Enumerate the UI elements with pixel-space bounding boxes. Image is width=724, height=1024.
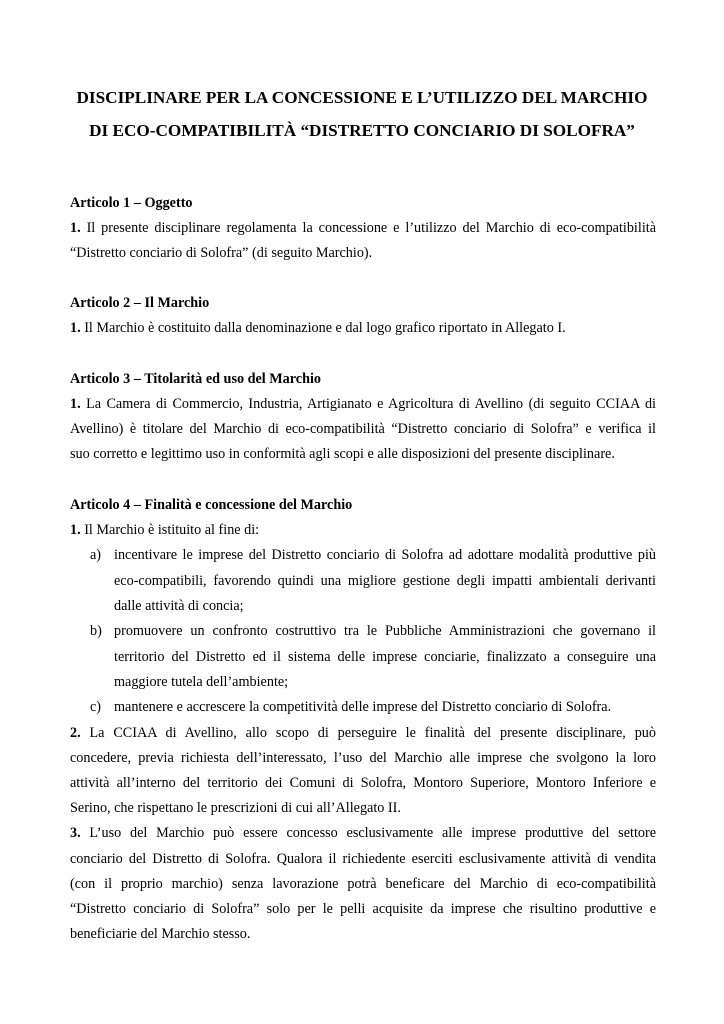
list-item-a-line-2: eco-compatibili, favorendo quindi una migliore gestione degli impatti ambientali derivanti bbox=[114, 573, 656, 589]
article-4-paragraph-3-line-3: (con il proprio marchio) senza lavorazione potrà beneficare del Marchio di eco-compatibilità bbox=[70, 876, 656, 892]
list-item-c-line-1: mantenere e accrescere la competitività delle imprese del Distretto conciario di Solofra. bbox=[114, 699, 612, 715]
article-4-paragraph-2-line-1: 2. La CCIAA di Avellino, allo scopo di perseguire le finalità del presente disciplinare, può bbox=[70, 725, 656, 741]
article-4-paragraph-3-line-2: conciario del Distretto di Solofra. Qualora il richiedente eserciti esclusivamente attività di vendita bbox=[70, 851, 656, 867]
article-4-paragraph-3-line-5: beneficiarie del Marchio stesso. bbox=[70, 926, 251, 942]
document-title-line-1: DISCIPLINARE PER LA CONCESSIONE E L’UTILIZZO DEL MARCHIO bbox=[76, 88, 648, 107]
article-2-paragraph-number: 1. bbox=[70, 320, 81, 336]
list-item-b-marker: b) bbox=[90, 623, 102, 639]
list-item-a-line-3: dalle attività di concia; bbox=[114, 598, 244, 614]
article-4-paragraph-3-line-1: 3. L’uso del Marchio può essere concesso esclusivamente alle imprese produttive del settore bbox=[70, 825, 656, 841]
list-item-b-line-2: territorio del Distretto ed il sistema delle imprese conciarie, finalizzato a conseguire una bbox=[114, 649, 656, 665]
article-1-paragraph-number: 1. bbox=[70, 220, 81, 236]
list-item-b-line-3: maggiore tutela dell’ambiente; bbox=[114, 674, 289, 690]
article-1-paragraph-1-line-1: 1. Il presente disciplinare regolamenta la concessione e l’utilizzo del Marchio di eco-compatibilità bbox=[70, 220, 656, 236]
article-3-paragraph-1-line-1: 1. La Camera di Commercio, Industria, Artigianato e Agricoltura di Avellino (di seguito CCIAA di bbox=[70, 396, 656, 412]
article-4-paragraph-2-line-2: concedere, previa richiesta dell’interessato, l’uso del Marchio alle imprese che svolgono la loro bbox=[70, 750, 656, 766]
list-item-a-marker: a) bbox=[90, 547, 102, 563]
article-2-heading: Articolo 2 – Il Marchio bbox=[70, 295, 210, 311]
list-item-c-marker: c) bbox=[90, 699, 102, 715]
article-4-heading: Articolo 4 – Finalità e concessione del Marchio bbox=[70, 497, 353, 513]
article-4-paragraph-3-number: 3. bbox=[70, 825, 81, 841]
article-4-paragraph-number: 1. bbox=[70, 522, 81, 538]
article-3-paragraph-1-line-2: Avellino) è titolare del Marchio di eco-compatibilità “Distretto conciario di Solofra” e verifica il bbox=[70, 421, 656, 437]
article-4-paragraph-1-line-1: 1. Il Marchio è istituito al fine di: bbox=[70, 522, 260, 538]
article-3-paragraph-number: 1. bbox=[70, 396, 81, 412]
list-item-b-line-1: promuovere un confronto costruttivo tra le Pubbliche Amministrazioni che governano il bbox=[114, 623, 656, 639]
article-1-heading: Articolo 1 – Oggetto bbox=[70, 195, 193, 211]
article-4-paragraph-2-line-4: Serino, che rispettano le prescrizioni di cui all’Allegato II. bbox=[70, 800, 401, 816]
article-4-paragraph-2-number: 2. bbox=[70, 725, 81, 741]
article-4-paragraph-2-line-3: attività all’interno del territorio dei Comuni di Solofra, Montoro Superiore, Montoro Inferiore e bbox=[70, 775, 656, 791]
list-item-a-line-1: incentivare le imprese del Distretto conciario di Solofra ad adottare modalità produttive più bbox=[114, 547, 656, 563]
article-4-paragraph-3-line-4: “Distretto conciario di Solofra” solo per le pelli acquisite da imprese che risultino produttive e bbox=[70, 901, 656, 917]
article-2-paragraph-1-line-1: 1. Il Marchio è costituito dalla denominazione e dal logo grafico riportato in Allegato I. bbox=[70, 320, 566, 336]
article-1-paragraph-1-line-2: “Distretto conciario di Solofra” (di seguito Marchio). bbox=[70, 245, 373, 261]
document-title-line-2: DI ECO-COMPATIBILITÀ “DISTRETTO CONCIARIO DI SOLOFRA” bbox=[89, 121, 635, 140]
article-3-paragraph-1-line-3: suo corretto e legittimo uso in conformità agli scopi e alle disposizioni del presente disciplinare. bbox=[70, 446, 615, 462]
article-3-heading: Articolo 3 – Titolarità ed uso del Marchio bbox=[70, 371, 322, 387]
